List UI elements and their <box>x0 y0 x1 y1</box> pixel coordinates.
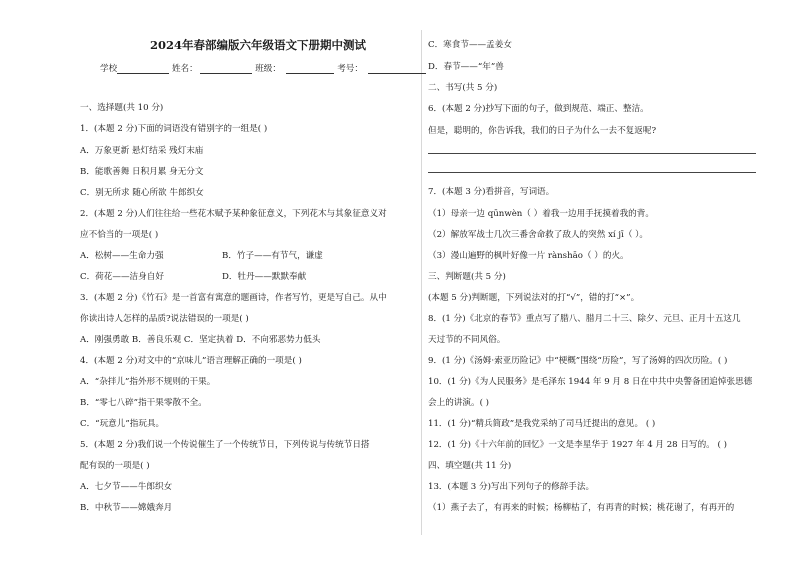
question-2-option-b: B．竹子——有节气，谦虚 <box>222 251 323 261</box>
question-2-option-c: C．荷花——洁身自好 <box>80 272 164 282</box>
class-field[interactable] <box>286 73 334 74</box>
question-4-option-b: B．“零七八碎”指干果零散不全。 <box>80 398 207 408</box>
question-4-option-a: A．“杂拌儿”指外形不规则的干果。 <box>80 377 216 387</box>
writing-line-2[interactable] <box>428 172 756 173</box>
question-6: 6．(本题 2 分)抄写下面的句子，做到规范、端正、整洁。 <box>428 104 649 114</box>
question-10: 10．(1 分)《为人民服务》是毛泽东 1944 年 9 月 8 日在中共中央警备团追悼张思德 <box>428 377 753 387</box>
section-heading-fill: 四、填空题(共 11 分) <box>428 461 512 471</box>
writing-line-1[interactable] <box>428 153 756 154</box>
question-4: 4．(本题 2 分)对文中的“京味儿”语言理解正确的一项是( ) <box>80 356 302 366</box>
exam-no-label: 考号： <box>337 64 363 74</box>
question-3-options: A．刚强勇敢 B．善良乐观 C．坚定执着 D．不向邪恶势力低头 <box>80 335 321 345</box>
section-heading-writing: 二、书写(共 5 分) <box>428 83 498 93</box>
question-8-cont: 天过节的不同风俗。 <box>428 335 506 345</box>
question-5-option-d: D．春节——“年”兽 <box>428 62 504 72</box>
question-3: 3．(本题 2 分)《竹石》是一首富有寓意的题画诗，作者写竹，更是写自己。从中 <box>80 293 387 303</box>
question-6-text: 但是，聪明的，你告诉我，我们的日子为什么一去不复返呢? <box>428 126 657 136</box>
question-7: 7．(本题 3 分)看拼音，写词语。 <box>428 187 555 197</box>
question-12: 12．(1 分)《十六年前的回忆》一文是李星华于 1927 年 4 月 28 日写的。 ( ) <box>428 440 727 450</box>
question-10-cont: 会上的讲演。( ) <box>428 398 489 408</box>
question-5-option-a: A．七夕节——牛郎织女 <box>80 482 173 492</box>
question-1-option-b: B．能歌善舞 日积月累 身无分文 <box>80 167 204 177</box>
question-13-item-1: （1）燕子去了，有再来的时候；杨柳枯了，有再青的时候；桃花谢了，有再开的 <box>428 503 735 513</box>
section-heading-choice: 一、选择题(共 10 分) <box>80 103 164 113</box>
school-field[interactable] <box>117 73 169 74</box>
question-5-option-c: C．寒食节——孟姜女 <box>428 40 512 50</box>
question-2-cont: 应不恰当的一项是( ) <box>80 230 159 240</box>
name-field[interactable] <box>200 73 252 74</box>
question-5-option-b: B．中秋节——嫦娥奔月 <box>80 503 173 513</box>
question-11: 11．(1 分)“精兵简政”是我党采纳了司马迁提出的意见。 ( ) <box>428 419 656 429</box>
question-4-option-c: C．“玩意儿”指玩具。 <box>80 419 165 429</box>
question-9: 9．(1 分)《汤姆·索亚历险记》中“梗概”围绕“历险”，写了汤姆的四次历险。( ) <box>428 356 728 366</box>
question-2: 2．(本题 2 分)人们往往给一些花木赋予某种象征意义，下列花木与其象征意义对 <box>80 209 387 219</box>
page-title: 2024年春部编版六年级语文下册期中测试 <box>150 38 367 52</box>
question-2-option-a: A．松树——生命力强 <box>80 251 164 261</box>
class-label: 班级： <box>255 64 281 74</box>
question-5: 5．(本题 2 分)我们说一个传说催生了一个传统节日，下列传说与传统节日搭 <box>80 440 370 450</box>
column-divider <box>421 30 422 535</box>
section-heading-judgment: 三、判断题(共 5 分) <box>428 272 506 282</box>
student-info-row <box>100 62 426 74</box>
question-3-cont: 你读出诗人怎样的品质?说法错误的一项是( ) <box>80 314 249 324</box>
question-1-option-c: C．别无所求 随心所欲 牛郎织女 <box>80 188 204 198</box>
question-5-cont: 配有误的一项是( ) <box>80 461 150 471</box>
question-7-item-3: （3）漫山遍野的枫叶好像一片 rànshāo（ ）的火。 <box>428 251 629 261</box>
question-judgment-intro: (本题 5 分)判断题，下列说法对的打“√”，错的打“×”。 <box>428 293 640 303</box>
question-8: 8．(1 分)《北京的春节》重点写了腊八、腊月二十三、除夕、元旦、正月十五这几 <box>428 314 741 324</box>
question-1-option-a: A．万象更新 悬灯结采 残灯末庙 <box>80 146 204 156</box>
question-7-item-2: （2）解放军战士几次三番舍命救了敌人的突然 xí jī（ ）。 <box>428 230 649 240</box>
question-7-item-1: （1）母亲一边 qūnwèn（ ）着我一边用手抚摸着我的背。 <box>428 209 654 219</box>
question-2-option-d: D．牡丹——默默奉献 <box>222 272 307 282</box>
exam-no-field[interactable] <box>368 73 426 74</box>
question-13: 13．(本题 3 分)写出下列句子的修辞手法。 <box>428 482 595 492</box>
question-1: 1．(本题 2 分)下面的词语没有错别字的一组是( ) <box>80 124 268 134</box>
name-label: 姓名： <box>171 64 198 74</box>
school-label: 学校 <box>100 64 118 74</box>
